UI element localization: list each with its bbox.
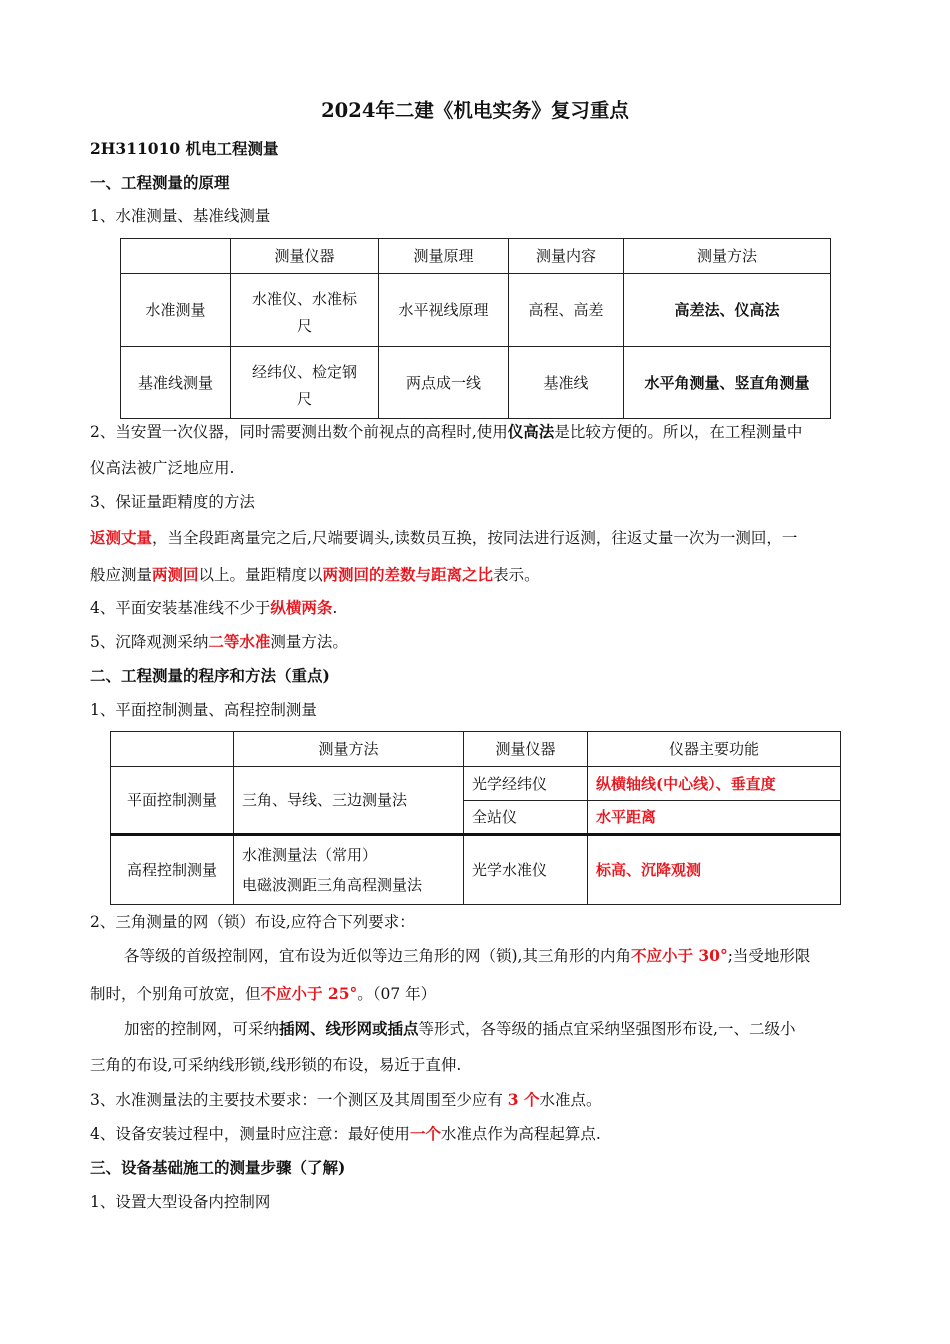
bold-run: 插网、线形网或插点 (279, 1019, 419, 1038)
text-run: . (332, 599, 338, 617)
item-3-line-1 (90, 527, 865, 549)
text-run: 表示。 (493, 566, 540, 584)
table-header-cell: 仪器主要功能 (588, 732, 841, 767)
row-name: 平面控制测量 (111, 767, 234, 835)
highlight-run: 两测回的差数与距离之比 (322, 565, 494, 584)
row-content: 高程、高差 (509, 274, 624, 347)
row-instrument: 光学经纬仪 (464, 767, 588, 801)
text-run: 是比较方便的。所以，在工程测量中 (554, 423, 803, 441)
table-header-cell: 测量内容 (509, 239, 624, 274)
row-function: 水平距离 (588, 801, 841, 835)
row-method: 水平角测量、竖直角测量 (624, 347, 831, 419)
row-instrument (231, 347, 379, 419)
highlight-run: 返测丈量 (90, 528, 153, 547)
item-2-2-para-1-cont (90, 983, 865, 1005)
item-1: 1、水准测量、基准线测量 (90, 207, 271, 225)
table-header-cell: 测量原理 (379, 239, 509, 274)
highlight-run: 两测回 (152, 565, 199, 584)
row-name: 高程控制测量 (111, 835, 234, 905)
text-run: 加密的控制网，可采纳 (124, 1020, 280, 1038)
method-line: 水准测量法（常用） (242, 846, 378, 864)
text-run: 水准点。 (539, 1091, 602, 1109)
instrument-line: 尺 (296, 389, 312, 408)
item-2-line-2: 仪高法被广泛地应用. (90, 459, 235, 477)
item-2-2-label: 2、三角测量的网（锁）布设,应符合下列要求： (90, 913, 415, 931)
row-principle: 两点成一线 (379, 347, 509, 419)
text-run: 各等级的首级控制网，宜布设为近似等边三角形的网（锁),其三角形的内角 (124, 947, 631, 965)
section-code: 2H311010 机电工程测量 (90, 139, 279, 158)
table-control-survey (110, 731, 841, 905)
text-run: ;当受地形限 (727, 947, 811, 965)
item-2-4 (90, 1123, 865, 1145)
row-instrument: 光学水准仪 (464, 835, 588, 905)
highlight-run: 3 个 (507, 1090, 540, 1109)
bold-run: 仪高法 (507, 422, 555, 441)
row-principle: 水平视线原理 (379, 274, 509, 347)
heading-1: 一、工程测量的原理 (90, 173, 230, 192)
text-run: 以上。量距精度以 (198, 566, 323, 584)
item-2-1: 1、平面控制测量、高程控制测量 (90, 701, 317, 719)
table-header-cell: 测量仪器 (464, 732, 588, 767)
item-3-1: 1、设置大型设备内控制网 (90, 1193, 271, 1211)
highlight-run: 不应小于 30° (630, 946, 728, 965)
item-2-line-1 (90, 421, 865, 443)
item-5 (90, 631, 865, 653)
heading-2: 二、工程测量的程序和方法（重点) (90, 666, 330, 685)
row-method: 三角、导线、三边测量法 (234, 767, 464, 835)
table-header-cell: 测量仪器 (231, 239, 379, 274)
method-line: 电磁波测距三角高程测量法 (242, 876, 423, 894)
table-header-row (111, 732, 841, 767)
table-header-cell (121, 239, 231, 274)
row-instrument (231, 274, 379, 347)
highlight-run: 一个 (409, 1124, 441, 1143)
table-header-row (121, 239, 831, 274)
instrument-line: 经纬仪、检定钢 (251, 362, 357, 381)
highlight-run: 二等水准 (208, 632, 271, 651)
row-method: 高差法、仪高法 (624, 274, 831, 347)
instrument-line: 尺 (296, 317, 312, 335)
table-header-cell (111, 732, 234, 767)
text-run: 。（07 年） (357, 985, 437, 1003)
row-name: 水准测量 (121, 274, 231, 347)
item-2-2-para-1 (90, 945, 899, 967)
table-header-cell: 测量方法 (234, 732, 464, 767)
table-row (111, 767, 841, 801)
row-function: 纵横轴线(中心线）、垂直度 (588, 767, 841, 801)
text-run: ，当全段距离量完之后,尺端要调头,读数员互换，按同法进行返测，往返丈量一次为一测回，一 (152, 529, 798, 547)
heading-3: 三、设备基础施工的测量步骤（了解) (90, 1158, 346, 1177)
text-run: 3、水准测量法的主要技术要求：一个测区及其周围至少应有 (90, 1091, 508, 1109)
table-row (111, 835, 841, 905)
text-run: 水准点作为高程起算点. (440, 1125, 601, 1143)
row-content: 基准线 (509, 347, 624, 419)
row-method (234, 835, 464, 905)
table-row (121, 347, 831, 419)
item-2-2-para-2-cont: 三角的布设,可采纳线形锁,线形锁的布设，易近于直伸. (90, 1056, 462, 1074)
document-title: 2024年二建《机电实务》复习重点 (321, 99, 629, 122)
table-header-cell: 测量方法 (624, 239, 831, 274)
text-run: 测量方法。 (270, 633, 348, 651)
item-3-line-2 (90, 564, 865, 586)
row-function: 标高、沉降观测 (588, 835, 841, 905)
highlight-run: 纵横两条 (270, 598, 333, 617)
text-run: 4、设备安装过程中，测量时应注意：最好使用 (90, 1125, 410, 1143)
text-run: 5、沉降观测采纳 (90, 633, 209, 651)
text-run: 等形式，各等级的插点宜采纳坚强图形布设,一、二级小 (418, 1020, 796, 1038)
table-leveling-baseline (120, 238, 831, 419)
text-run: 制时，个别角可放宽，但 (90, 985, 261, 1003)
item-2-3 (90, 1089, 865, 1111)
item-2-2-para-2 (90, 1018, 899, 1040)
item-3-label: 3、保证量距精度的方法 (90, 493, 255, 511)
highlight-run: 不应小于 25° (260, 984, 358, 1003)
row-instrument: 全站仪 (464, 801, 588, 835)
item-4 (90, 597, 865, 619)
text-run: 4、平面安装基准线不少于 (90, 599, 271, 617)
row-name: 基准线测量 (121, 347, 231, 419)
table-row (121, 274, 831, 347)
instrument-line: 水准仪、水准标 (251, 290, 357, 308)
text-run: 2、当安置一次仪器，同时需要测出数个前视点的高程时,使用 (90, 423, 508, 441)
text-run: 般应测量 (90, 566, 153, 584)
